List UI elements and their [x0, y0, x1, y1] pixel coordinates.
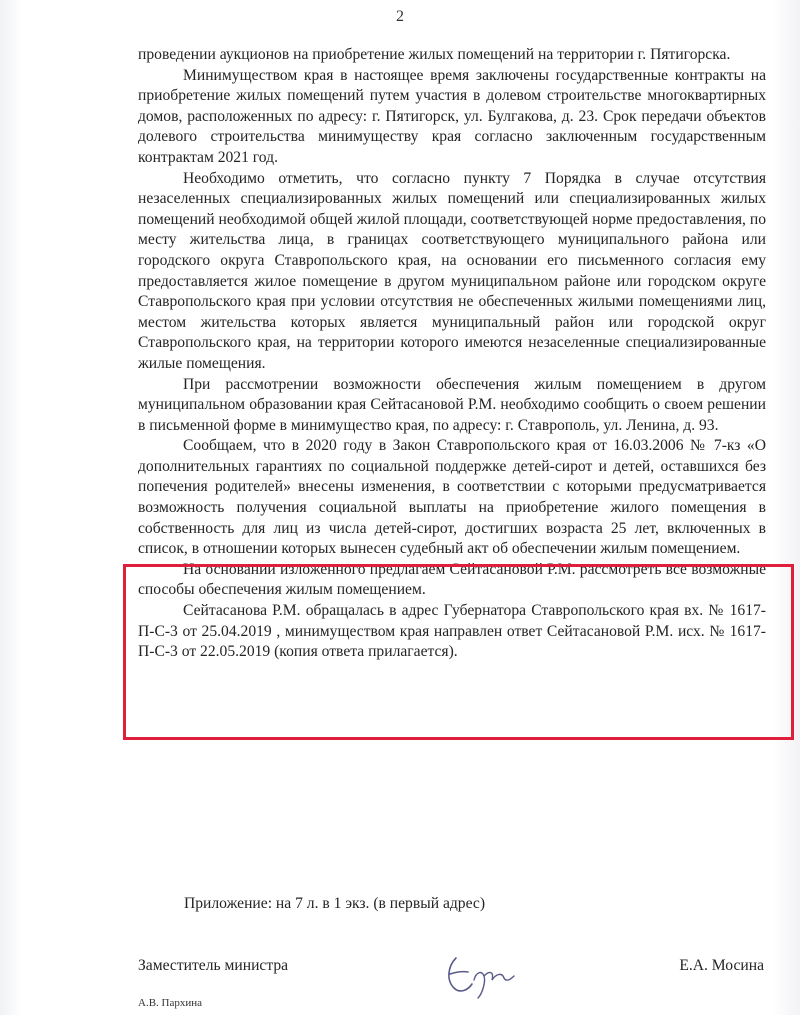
highlight-annotation-box: [123, 564, 794, 740]
page-number: 2: [396, 8, 404, 25]
paragraph-other-municipality: При рассмотрении возможности обеспечения жилым помещением в другом муниципальном образовании края Сейтасановой Р.М. необходимо сообщить о своем решении в письменной форме в минимущество края, по адресу: г. Ставрополь, ул. Ленина, д. 93.: [138, 375, 766, 434]
executor-name: А.В. Пархина: [138, 997, 203, 1009]
attachment-note: Приложение: на 7 л. в 1 экз. (в первый адрес): [184, 895, 486, 912]
paragraph-procedure-item-7: Необходимо отметить, что согласно пункту 7 Порядка в случае отсутствия незаселенных специализированных жилых помещений или специализированных жилых помещений необходимой общей жилой площади, соответствующей норме предоставления, по месту жительства лица, в границах соответствующего муниципального района или городского округа Ставропольского края, на основании его письменного согласия ему предоставляется жилое помещение в другом муниципальном районе или городском округе Ставропольского края при условии отсутствия не обеспеченных жилыми помещениями лиц, местом жительства которых является муниципальный район или городской округ Ставропольского края, на территории которого имеются незаселенные специализированные жилые помещения.: [138, 169, 766, 372]
signatory-name: Е.А. Мосина: [679, 957, 764, 974]
paragraph-proposal: На основании изложенного предлагаем Сейтасановой Р.М. рассмотреть все возможные способы обеспечения жилым помещением.: [138, 560, 766, 599]
paragraph-auction-continuation: проведении аукционов на приобретение жилых помещений на территории г. Пятигорска.: [138, 46, 731, 63]
handwritten-signature: [438, 946, 538, 1001]
paragraph-previous-appeal: Сейтасанова Р.М. обращалась в адрес Губернатора Ставропольского края вх. № 1617-П-С-3 от 25.04.2019 , минимуществом края направлен ответ Сейтасановой Р.М. исх. № 1617-П-С-3 от 22.05.2019 (копия ответа прилагается).: [138, 602, 766, 661]
paragraph-state-contracts: Минимуществом края в настоящее время заключены государственные контракты на приобретение жилых помещений путем участия в долевом строительстве многоквартирных домов, расположенных по адресу: г. Пятигорск, ул. Булгакова, д. 23. Срок передачи объектов долевого строительства минимуществу края согласно заключенным государственным контрактам 2021 год.: [138, 66, 766, 166]
signatory-title: Заместитель министра: [138, 957, 289, 974]
paragraph-social-payment-law: Сообщаем, что в 2020 году в Закон Ставропольского края от 16.03.2006 № 7-кз «О дополнительных гарантиях по социальной поддержке детей-сирот и детей, оставшихся без попечения родителей» внесены изменения, в соответствии с которыми предусматривается возможность получения социальной выплаты на приобретение жилого помещения в собственность для лиц из числа детей-сирот, достигших возраста 25 лет, включенных в список, в отношении которых вынесен судебный акт об обеспечении жилым помещением.: [138, 437, 766, 558]
